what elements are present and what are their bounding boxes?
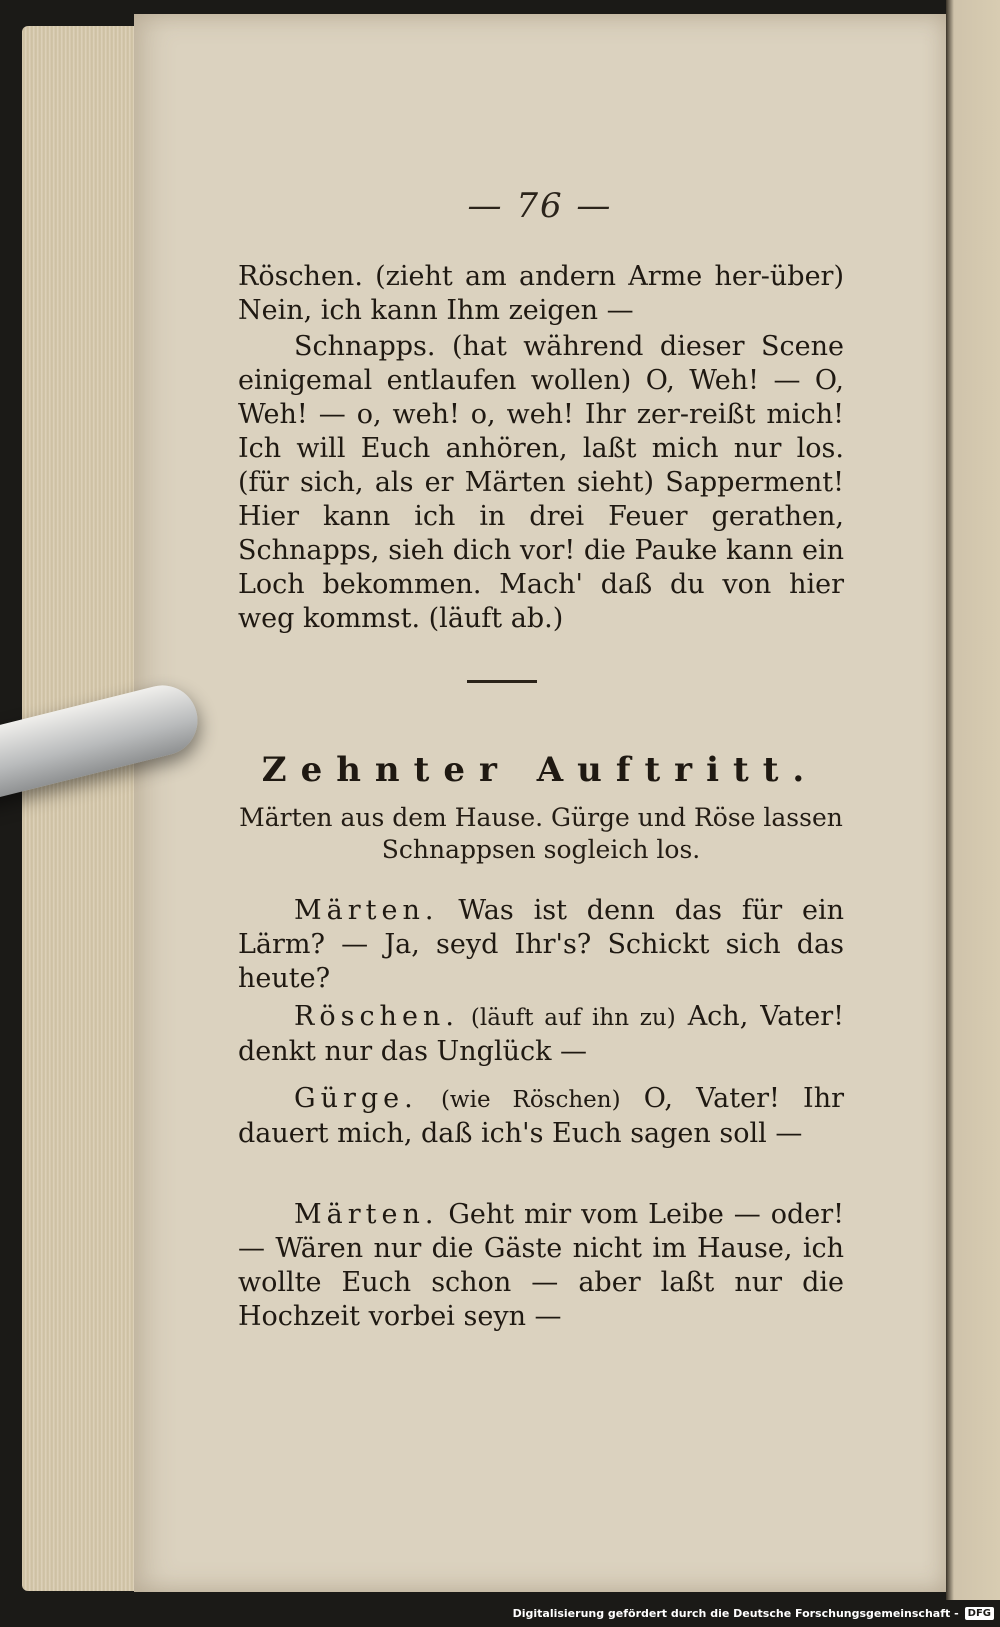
speaker-name: Märten. bbox=[294, 895, 439, 926]
speaker-name: Märten. bbox=[294, 1199, 439, 1230]
section-divider bbox=[467, 680, 537, 683]
speech-direction: (wie Röschen) bbox=[440, 1087, 621, 1113]
speech-maerten-2 bbox=[238, 1198, 844, 1334]
speech-text: O, Vater! Ihr dauert mich, daß ich's Euch sagen soll — bbox=[238, 1083, 844, 1149]
speech-text: Geht mir vom Leibe — oder! — Wären nur die Gäste nicht im Hause, ich wollte Euch schon — aber laßt nur die Hochzeit vorbei seyn — bbox=[238, 1199, 844, 1332]
scene-heading: Zehnter Auftritt. bbox=[261, 750, 819, 790]
book-right-edge bbox=[946, 0, 1000, 1600]
page-number: — 76 — bbox=[467, 186, 613, 226]
dfg-logo-icon: DFG bbox=[965, 1607, 994, 1620]
digitization-footer bbox=[513, 1603, 994, 1623]
speech-text: Ach, Vater! denkt nur das Unglück — bbox=[238, 1001, 844, 1067]
paragraph-schnapps: Schnapps. (hat während dieser Scene einigemal entlaufen wollen) O, Weh! — O, Weh! — o, weh! o, weh! Ihr zer-reißt mich! Ich will Euch anhören, laßt mich nur los. (für sich, als er Märten sieht) Sapperment! Hier kann ich in drei Feuer gerathen, Schnapps, sieh dich vor! die Pauke kann ein Loch bekommen. Mach' daß du von hier weg kommst. (läuft ab.) bbox=[238, 331, 844, 634]
speech-guerge bbox=[238, 1082, 844, 1151]
footer-text: Digitalisierung gefördert durch die Deutsche Forschungsgemeinschaft - bbox=[512, 1606, 959, 1620]
speaker-name: Gürge. bbox=[294, 1083, 418, 1114]
book-page bbox=[134, 14, 946, 1592]
speech-maerten-1 bbox=[238, 894, 844, 996]
speaker-name: Röschen. bbox=[294, 1001, 459, 1032]
speech-direction: (läuft auf ihn zu) bbox=[470, 1005, 676, 1031]
speech-roeschen bbox=[238, 1000, 844, 1069]
paragraph-roeschen: Röschen. (zieht am andern Arme her-über) Nein, ich kann Ihm zeigen — bbox=[238, 261, 844, 326]
book-left-page-edges bbox=[22, 26, 142, 1591]
stage-direction: Märten aus dem Hause. Gürge und Röse lassen Schnappsen sogleich los. bbox=[239, 803, 843, 864]
speech-text: Was ist denn das für ein Lärm? — Ja, seyd Ihr's? Schickt sich das heute? bbox=[238, 895, 844, 994]
